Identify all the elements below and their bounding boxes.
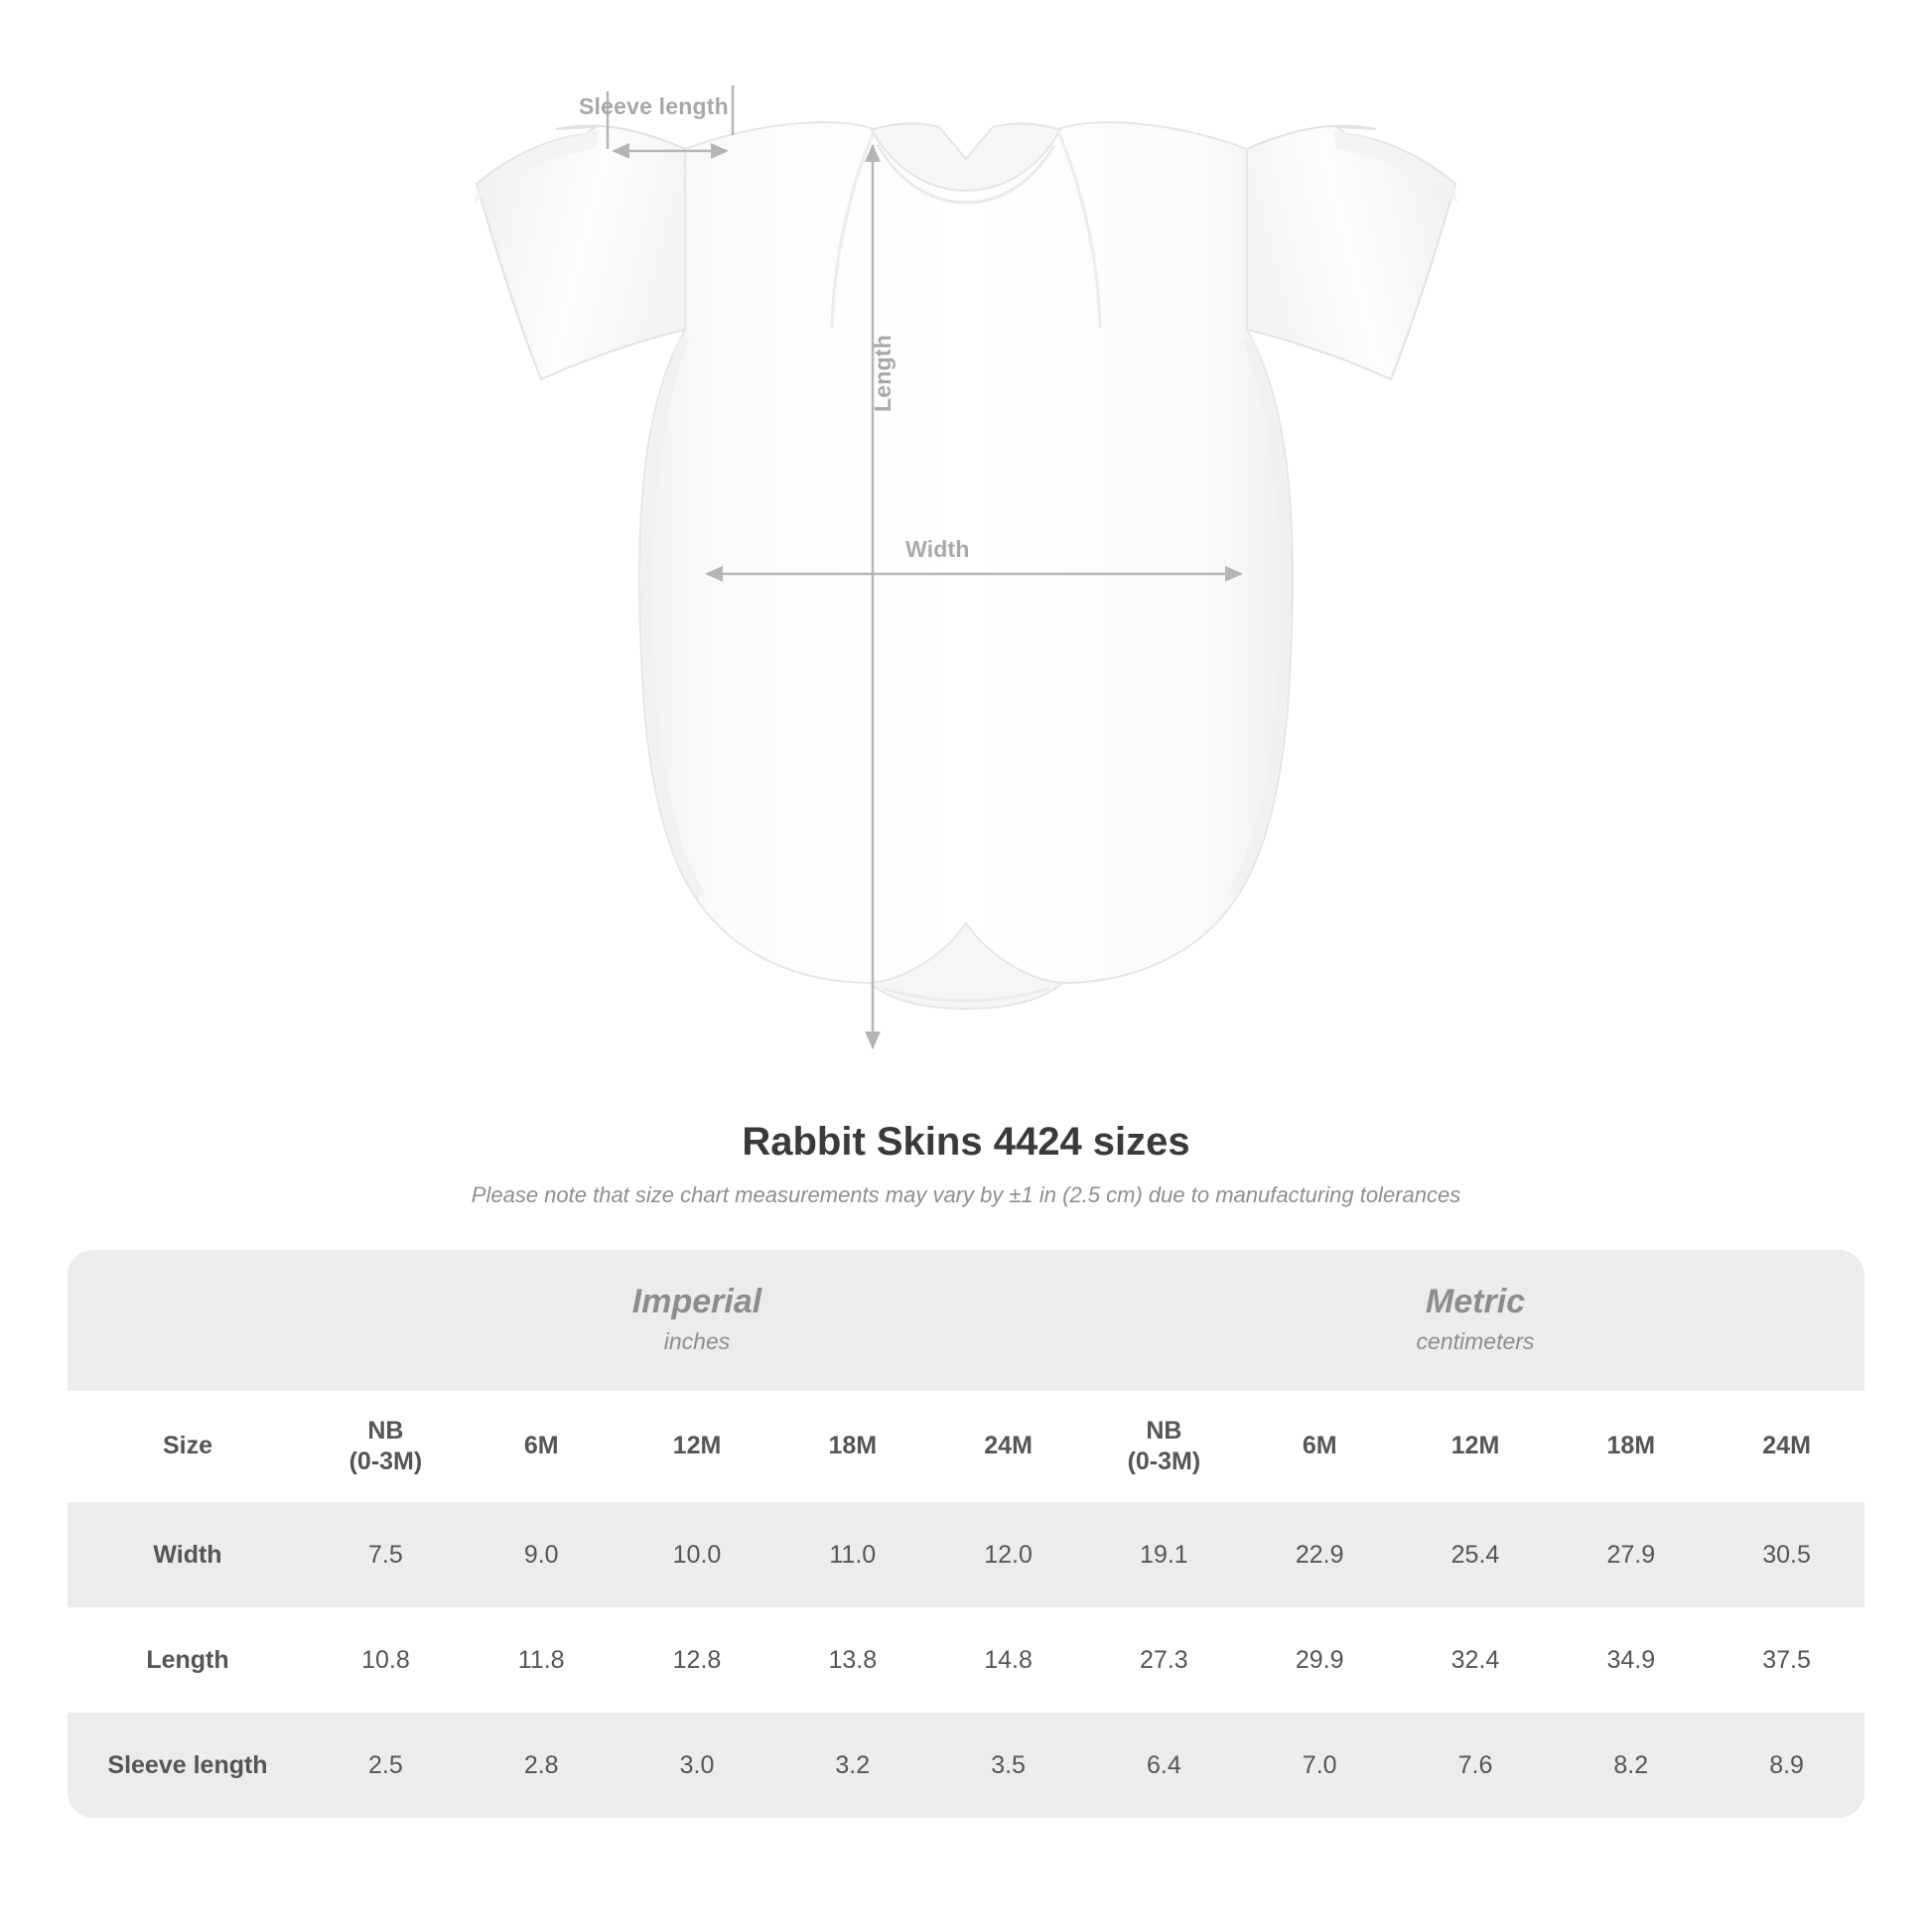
size-header-label: Size [68, 1391, 308, 1502]
cell-sleeve-12m-cm: 7.6 [1398, 1713, 1554, 1818]
column-header-line1: 12M [672, 1432, 722, 1460]
cell-sleeve-24m-in: 3.5 [930, 1713, 1086, 1818]
page-title: Rabbit Skins 4424 sizes [742, 1120, 1190, 1164]
cell-sleeve-18m-in: 3.2 [774, 1713, 930, 1818]
column-header-line1: NB [1146, 1416, 1182, 1445]
cell-width-18m-in: 11.0 [774, 1502, 930, 1607]
cell-length-24m-cm: 37.5 [1709, 1607, 1864, 1713]
cell-length-6m-in: 11.8 [464, 1607, 620, 1713]
tolerance-note: Please note that size chart measurements may vary by ±1 in (2.5 cm) due to manufacturing tolerances [471, 1182, 1461, 1207]
row-label-length: Length [68, 1607, 308, 1713]
column-header-line1: 12M [1450, 1432, 1500, 1460]
column-header-12m-metric [1398, 1391, 1554, 1502]
column-header-6m-imperial [464, 1391, 620, 1502]
column-header-18m-imperial [774, 1391, 930, 1502]
column-header-24m-metric [1709, 1391, 1864, 1502]
column-header-line2: (0-3M) [1127, 1448, 1201, 1475]
cell-width-6m-cm: 22.9 [1242, 1502, 1398, 1607]
cell-width-24m-in: 12.0 [930, 1502, 1086, 1607]
unit-header-row [68, 1250, 1864, 1391]
cell-sleeve-6m-in: 2.8 [464, 1713, 620, 1818]
cell-width-24m-cm: 30.5 [1709, 1502, 1864, 1607]
column-header-24m-imperial [930, 1391, 1086, 1502]
title-block [0, 1120, 1932, 1208]
cell-sleeve-nb-cm: 6.4 [1086, 1713, 1242, 1818]
column-header-12m-imperial [620, 1391, 775, 1502]
unit-group-metric [1086, 1250, 1864, 1391]
cell-width-nb-cm: 19.1 [1086, 1502, 1242, 1607]
cell-length-6m-cm: 29.9 [1242, 1607, 1398, 1713]
cell-sleeve-24m-cm: 8.9 [1709, 1713, 1864, 1818]
column-header-line1: 24M [1762, 1432, 1811, 1460]
cell-length-12m-cm: 32.4 [1398, 1607, 1554, 1713]
column-header-nb-imperial [308, 1391, 464, 1502]
size-chart-table [68, 1250, 1864, 1818]
cell-length-nb-in: 10.8 [308, 1607, 464, 1713]
table-row [68, 1607, 1864, 1713]
column-header-nb-metric [1086, 1391, 1242, 1502]
row-label-width: Width [68, 1502, 308, 1607]
sleeve-length-label: Sleeve length [579, 93, 729, 119]
unit-group-metric-sub: centimeters [1416, 1327, 1535, 1354]
column-header-line2: (0-3M) [348, 1448, 423, 1475]
cell-sleeve-18m-cm: 8.2 [1553, 1713, 1709, 1818]
cell-width-18m-cm: 27.9 [1553, 1502, 1709, 1607]
unit-group-metric-name: Metric [1425, 1283, 1526, 1321]
cell-width-6m-in: 9.0 [464, 1502, 620, 1607]
cell-length-24m-in: 14.8 [930, 1607, 1086, 1713]
column-header-line1: 6M [1302, 1432, 1337, 1460]
cell-length-18m-in: 13.8 [774, 1607, 930, 1713]
column-header-line1: 18M [1606, 1432, 1656, 1460]
table-row [68, 1713, 1864, 1818]
size-header-row [68, 1391, 1864, 1502]
unit-group-imperial [308, 1250, 1086, 1391]
unit-row-spacer [68, 1250, 308, 1391]
width-label: Width [905, 536, 970, 562]
column-header-6m-metric [1242, 1391, 1398, 1502]
column-header-line1: 18M [828, 1432, 878, 1460]
cell-sleeve-6m-cm: 7.0 [1242, 1713, 1398, 1818]
cell-sleeve-12m-in: 3.0 [620, 1713, 775, 1818]
row-label-sleeve-length: Sleeve length [68, 1713, 308, 1818]
unit-group-imperial-sub: inches [663, 1327, 731, 1354]
cell-width-nb-in: 7.5 [308, 1502, 464, 1607]
cell-length-18m-cm: 34.9 [1553, 1607, 1709, 1713]
table-row [68, 1502, 1864, 1607]
column-header-line1: 6M [523, 1432, 559, 1460]
cell-width-12m-cm: 25.4 [1398, 1502, 1554, 1607]
column-header-line1: NB [367, 1416, 404, 1445]
column-header-line1: 24M [984, 1432, 1033, 1460]
length-label: Length [870, 335, 896, 412]
column-header-18m-metric [1553, 1391, 1709, 1502]
cell-length-12m-in: 12.8 [620, 1607, 775, 1713]
unit-group-imperial-name: Imperial [631, 1283, 762, 1321]
cell-width-12m-in: 10.0 [620, 1502, 775, 1607]
cell-length-nb-cm: 27.3 [1086, 1607, 1242, 1713]
cell-sleeve-nb-in: 2.5 [308, 1713, 464, 1818]
